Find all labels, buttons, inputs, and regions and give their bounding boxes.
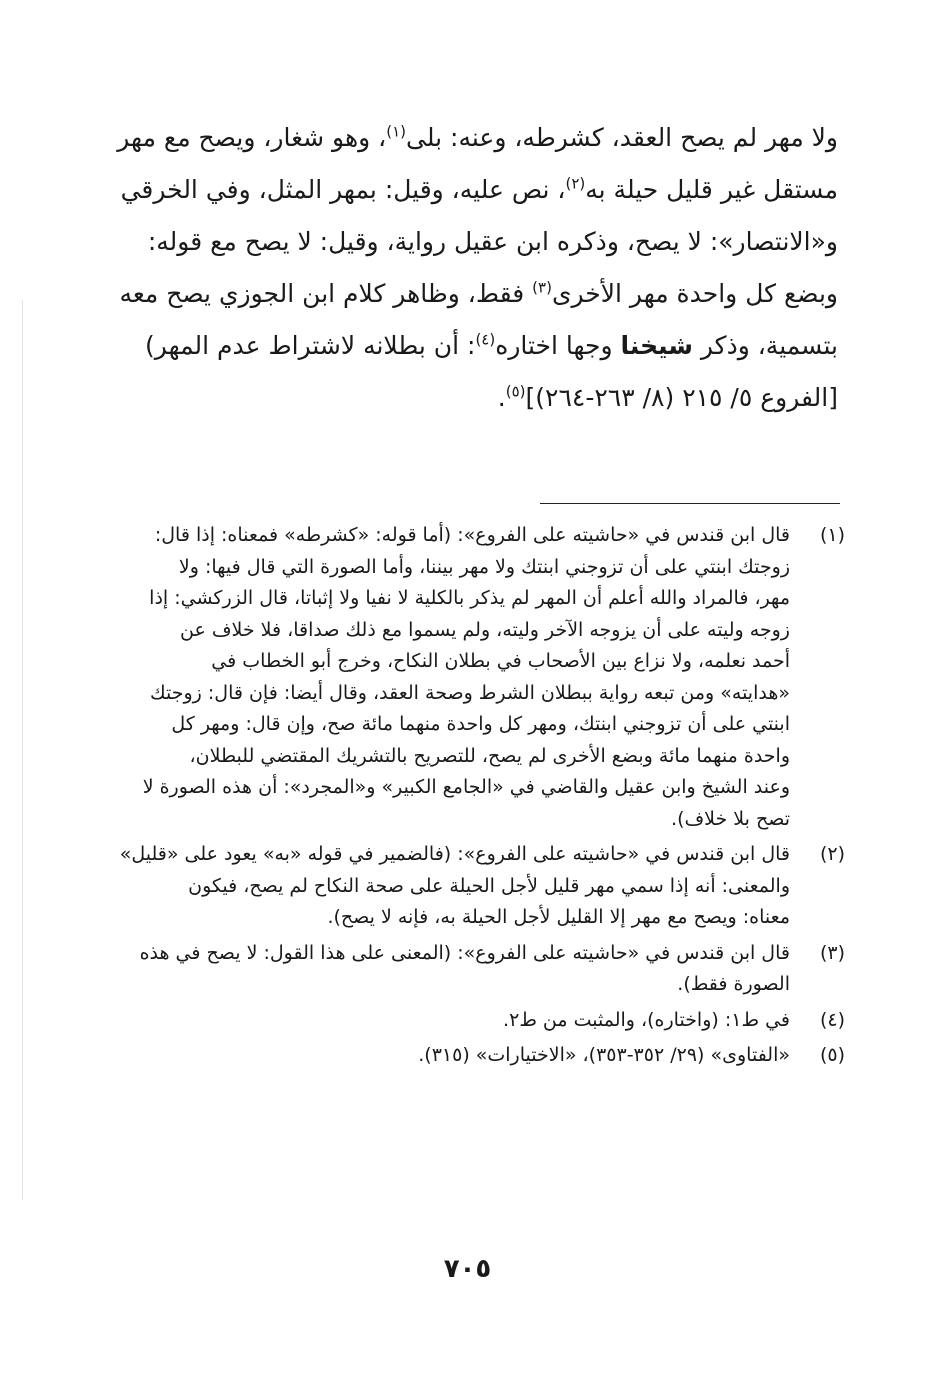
main-line-6: [الفروع ٥/ ٢١٥ (٨/ ٢٦٣-٢٦٤)]$^{(٥)}$. [497, 382, 838, 412]
footnote-4 [100, 1005, 845, 1037]
footnote-line: قال ابن قندس في «حاشيته على الفروع»: (فالضمير في قوله «به» يعود على «قليل» [119, 843, 790, 865]
main-text [98, 112, 838, 424]
source-citation: [الفروع ٥/ ٢١٥ (٨/ ٢٦٣-٢٦٤)] [525, 383, 838, 412]
footnote-3 [100, 938, 845, 1001]
page-number: ٧٠٥ [443, 1254, 492, 1284]
footnote-ref-3[interactable]: (٣) [532, 278, 552, 297]
footnote-text [100, 938, 790, 1001]
footnote-ref-4[interactable]: (٤) [475, 330, 496, 349]
footnote-line: «هدايته» ومن تبعه رواية ببطلان الشرط وصحة العقد، وقال أيضا: فإن قال: زوجتك [149, 681, 790, 704]
footnote-line: وعند الشيخ وابن عقيل والقاضي في «الجامع الكبير» و«المجرد»: أن هذه الصورة لا [142, 776, 790, 798]
footnote-text [100, 520, 790, 835]
footnote-line: أحمد نعلمه، ولا نزاع بين الأصحاب في بطلان النكاح، وخرج أبو الخطاب في [211, 650, 790, 672]
main-line-5: بتسمية، وذكر شيخنا وجها اختاره$^{(٤)}$: أن بطلانه لاشتراط عدم المهر) [145, 330, 838, 360]
footnote-line: والمعنى: أنه إذا سمي مهر قليل لأجل الحيلة على صحة النكاح لم يصح، فيكون [188, 874, 790, 897]
footnote-line: زوجه وليته على أن يزوجه الآخر وليته، ولم يسموا مع ذلك صداقا، فلا خلاف عن [180, 618, 790, 641]
footnote-number: (٥) [819, 1044, 845, 1066]
footnote-line: في ط١: (واختاره)، والمثبت من ط٢. [503, 1008, 790, 1031]
footnote-line: قال ابن قندس في «حاشيته على الفروع»: (المعنى على هذا القول: لا يصح في هذه [139, 941, 790, 964]
footnote-line: قال ابن قندس في «حاشيته على الفروع»: (أما قوله: «كشرطه» فمعناه: إذا قال: [154, 524, 790, 546]
footnote-number: (٢) [819, 843, 845, 865]
footnotes [100, 520, 845, 1076]
main-line-2: مستقل غير قليل حيلة به$^{(٢)}$، نص عليه، وقيل: بمهر المثل، وفي الخرقي [120, 174, 838, 204]
footnote-line: ابنتي على أن تزوجني ابنتك، ومهر كل واحدة منهما مائة صح، وإن قال: ومهر كل [171, 713, 790, 735]
footnote-2 [100, 839, 845, 934]
footnote-text [100, 839, 790, 934]
footnote-line: الصورة فقط). [677, 973, 790, 995]
footnote-number: (١) [819, 524, 845, 546]
footnote-ref-1[interactable]: (١) [386, 122, 407, 141]
main-line-3: و«الانتصار»: لا يصح، وذكره ابن عقيل رواية، وقيل: لا يصح مع قوله: [147, 227, 838, 256]
bold-term: شيخنا [620, 331, 693, 360]
footnote-line: تصح بلا خلاف). [671, 807, 790, 830]
footnote-line: واحدة منهما مائة وبضع الأخرى لم يصح، للتصريح بالتشريك المقتضي للبطلان، [189, 744, 790, 767]
footnote-ref-5[interactable]: (٥) [505, 382, 526, 401]
scan-edge-line [22, 300, 23, 1200]
footnote-number: (٣) [819, 941, 845, 964]
main-line-4: وبضع كل واحدة مهر الأخرى$^{(٣)}$ فقط، وظاهر كلام ابن الجوزي يصح معه [119, 278, 838, 308]
footnote-line: «الفتاوى» (٢٩/ ٣٥٢-٣٥٣)، «الاختيارات» (٣١٥). [418, 1044, 790, 1066]
footnote-text [100, 1005, 790, 1037]
footnote-line: مهر، فالمراد والله أعلم أن المهر لم يذكر بالكلية لا نفيا ولا إثباتا، قال الزركشي: إذا [149, 587, 790, 609]
footnote-ref-2[interactable]: (٢) [565, 174, 586, 193]
footnote-5 [100, 1040, 845, 1072]
footnote-line: معناه: ويصح مع مهر إلا القليل لأجل الحيلة به، فإنه لا يصح). [327, 906, 790, 928]
footnote-text [100, 1040, 790, 1072]
footnote-line: زوجتك ابنتي على أن تزوجني ابنتك ولا مهر بيننا، وأما الصورة التي قال فيها: ولا [178, 555, 790, 578]
footnote-number: (٤) [819, 1008, 845, 1031]
main-line-1: ولا مهر لم يصح العقد، كشرطه، وعنه: بلى$^{(١)}$، وهو شغار، ويصح مع مهر [117, 122, 838, 152]
footnote-1 [100, 520, 845, 835]
footnote-separator [540, 503, 840, 504]
